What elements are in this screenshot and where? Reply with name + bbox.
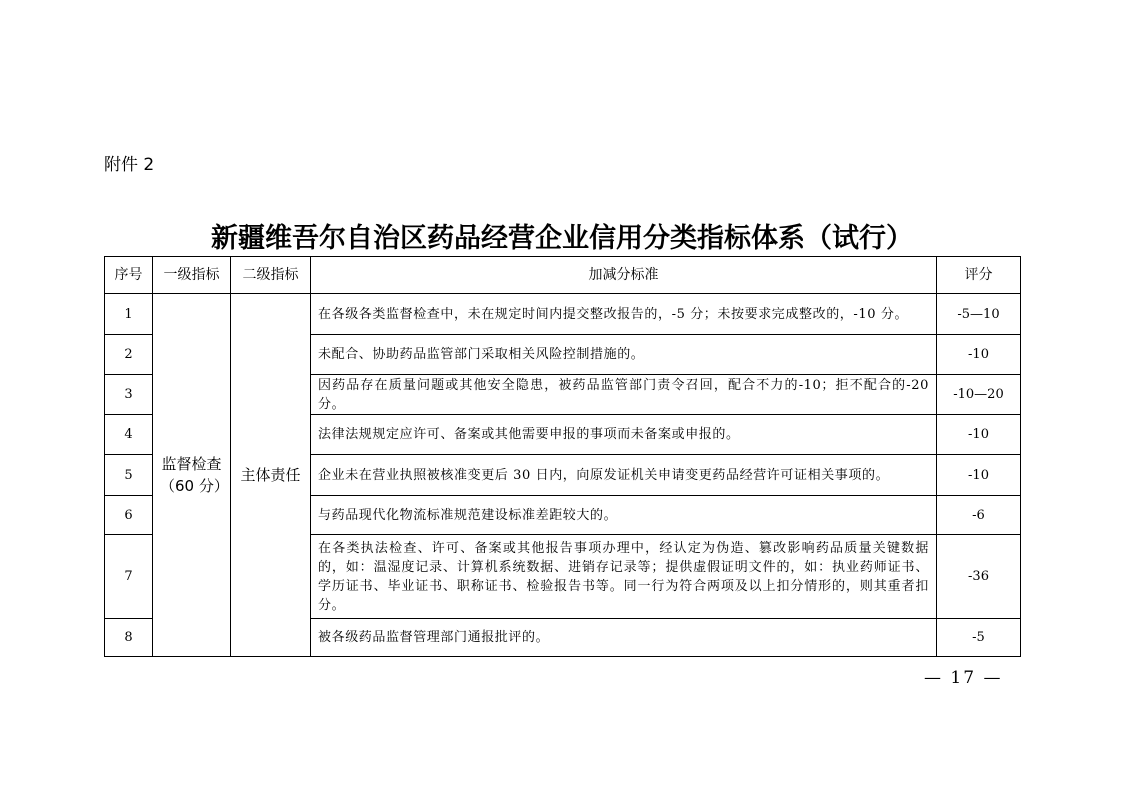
document-title: 新疆维吾尔自治区药品经营企业信用分类指标体系（试行）: [211, 223, 913, 254]
row-standard: 未配合、协助药品监管部门采取相关风险控制措施的。: [311, 335, 937, 375]
row-standard: 在各类执法检查、许可、备案或其他报告事项办理中，经认定为伪造、篡改影响药品质量关键数据的，如：温湿度记录、计算机系统数据、进销存记录等；提供虚假证明文件的，如：执业药师证书、学历证书、毕业证书、职称证书、检验报告书等。同一行为符合两项及以上扣分情形的，则其重者扣分。: [311, 535, 937, 619]
row-index: 5: [105, 455, 153, 496]
row-index: 1: [105, 294, 153, 335]
row-index: 4: [105, 415, 153, 455]
header-index: 序号: [105, 257, 153, 294]
row-index: 7: [105, 535, 153, 619]
header-level1: 一级指标: [153, 257, 231, 294]
row-score: -5: [937, 619, 1021, 657]
row-index: 6: [105, 496, 153, 535]
level1-indicator-name: 监督检查: [161, 455, 222, 473]
row-score: -10—20: [937, 375, 1021, 415]
row-score: -10: [937, 415, 1021, 455]
row-standard: 法律法规规定应许可、备案或其他需要申报的事项而未备案或申报的。: [311, 415, 937, 455]
header-score: 评分: [937, 257, 1021, 294]
header-level2: 二级指标: [231, 257, 311, 294]
row-score: -6: [937, 496, 1021, 535]
row-standard: 在各级各类监督检查中，未在规定时间内提交整改报告的，-5 分；未按要求完成整改的，-10 分。: [311, 294, 937, 335]
row-standard: 与药品现代化物流标准规范建设标准差距较大的。: [311, 496, 937, 535]
indicator-table: [104, 256, 1021, 657]
level2-indicator-cell: 主体责任: [231, 294, 311, 657]
row-index: 2: [105, 335, 153, 375]
row-index: 3: [105, 375, 153, 415]
table-row: [105, 294, 1021, 335]
page-number: — 17 —: [924, 668, 1003, 688]
row-score: -10: [937, 455, 1021, 496]
table-header-row: [105, 257, 1021, 294]
row-index: 8: [105, 619, 153, 657]
level1-indicator-points: （60 分）: [160, 477, 229, 495]
row-score: -36: [937, 535, 1021, 619]
row-score: -10: [937, 335, 1021, 375]
row-score: -5—10: [937, 294, 1021, 335]
attachment-label: 附件 2: [104, 155, 155, 175]
level1-indicator-cell: [153, 294, 231, 657]
row-standard: 被各级药品监督管理部门通报批评的。: [311, 619, 937, 657]
row-standard: 企业未在营业执照被核准变更后 30 日内，向原发证机关申请变更药品经营许可证相关事项的。: [311, 455, 937, 496]
header-standard: 加减分标准: [311, 257, 937, 294]
row-standard: 因药品存在质量问题或其他安全隐患，被药品监管部门责令召回，配合不力的-10；拒不配合的-20 分。: [311, 375, 937, 415]
